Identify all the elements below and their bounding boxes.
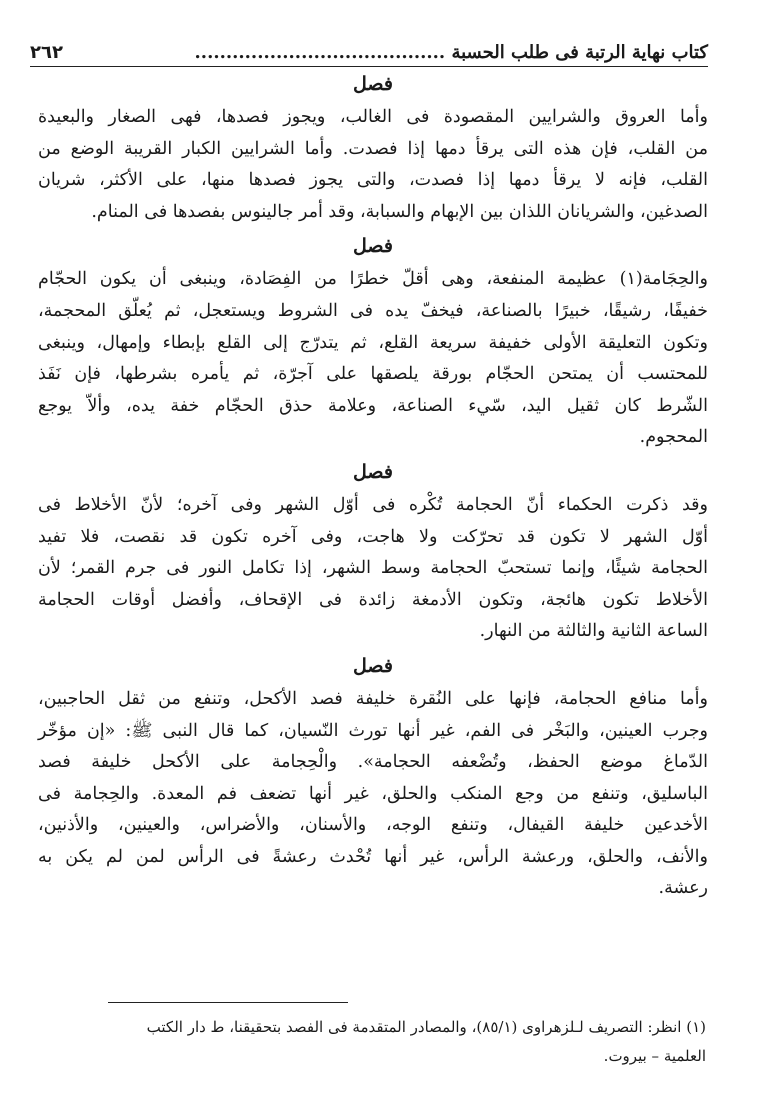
text-line: الشّرط كان ثقيل اليد، سّيء الصناعة، وعلامة حذق الحجّام خفة يده، وألاّ يوجع: [38, 395, 708, 416]
text-line: وأما العروق والشرايين المقصودة فى الغالب، ويجوز فصدها، فهى الصغار والبعيدة: [38, 107, 708, 127]
footnote-line: العلمية – بيروت.: [603, 1047, 706, 1065]
footnote-divider: [108, 1002, 348, 1003]
text-line: للمحتسب أن يمتحن الحجّام بورقة يلصقها على آجرّة، ثم يأمره بشرطها، فإن نَفَذ: [38, 364, 708, 385]
text-line: من القلب، فإن هذه التى يرقأ دمها إذا فصدت. وأما الشرايين الكبار القريبة الوضع من: [38, 138, 708, 159]
section-paragraph: [38, 102, 708, 228]
text-line: خفيفًا، رشيقًا، خبيرًا بالصناعة، فيخفّ يده فى الشروط ويستعجل، ثم يُعلّق المحجمة،: [38, 300, 708, 321]
text-line: الساعة الثانية والثالثة من النهار.: [479, 621, 708, 642]
text-line: أوّل الشهر لا تكون قد تحرّكت ولا هاجت، وفى آخره تكون قد نقصت، فلا تفيد: [38, 526, 708, 547]
text-line: وأما منافع الحجامة، فإنها على النُقرة خليفة فصد الأكحل، وتنفع من ثقل الحاجبين،: [38, 688, 708, 709]
footnote-line: (١) انظر: التصريف لـلزهراوى (٨٥/١)، والمصادر المتقدمة فى الفصد بتحقيقنا، ط دار الكتب: [146, 1018, 706, 1036]
section-heading: فصل: [353, 460, 393, 483]
section-paragraph: [38, 684, 708, 905]
page-number: ٢٦٢: [30, 42, 63, 63]
text-line: الباسليق، وتنفع من وجع المنكب والحلق، غير أنها تضعف فم المعدة. والحِجامة فى: [38, 783, 708, 804]
page-body: [38, 66, 708, 905]
text-line: الدّماغ موضع الحفظ، وتُضْعفه الحجامة». والْحِجامة على الأكحل خليفة فصد: [38, 752, 708, 773]
running-title: كتاب نهاية الرتبة فى طلب الحسبة ........................................: [194, 42, 708, 63]
text-line: الأخدعين خليفة القيفال، وتنفع الوجه، والأسنان، والأضراس، والعينين، والأذنين،: [38, 815, 708, 836]
text-line: الأخلاط تكون هائجة، وتكون الأدمغة زائدة فى الإقحاف، وأفضل أوقات الحجامة: [38, 589, 708, 610]
text-line: المحجوم.: [639, 427, 708, 448]
text-line: القلب، فإنه لا يرقأ دمها إذا فصدت، والتى يجوز فصدها منها، على الأكثر، شريان: [38, 170, 708, 191]
text-line: وقد ذكرت الحكماء أنّ الحجامة تُكْره فى أوّل الشهر وفى آخره؛ لأنّ الأخلاط فى: [38, 494, 708, 515]
page-header: [30, 35, 708, 67]
section-heading: فصل: [353, 73, 393, 95]
text-line: والحِجَامة(١) عظيمة المنفعة، وهى أقلّ خطرًا من الفِصَادة، وينبغى أن يكون الحجّام: [38, 269, 708, 290]
text-line: رعشة.: [658, 878, 708, 899]
text-line: الصدغين، والشريانان اللذان بين الإبهام والسبابة، وقد أمر جالينوس بفصدها فى المنام.: [91, 201, 708, 222]
text-line: الحجامة شيئًا، وإنما تستحبّ الحجامة وسط الشهر، إذا تكامل النور فى جرم القمر؛ لأن: [38, 558, 708, 579]
text-line: والأنف، والحلق، ورعشة الرأس، غير أنها تُحْدث رعشةً فى الرأس لمن لم يكن به: [38, 846, 708, 867]
section-paragraph: [38, 490, 708, 648]
section-heading: فصل: [353, 654, 393, 677]
section-paragraph: [38, 264, 708, 454]
section-heading: فصل: [353, 235, 393, 258]
footnotes: [30, 1013, 706, 1071]
text-line: وتكون التعليقة الأولى خفيفة سريعة القلع، ثم يتدرّج إلى القلع بإبطاء وإمهال، وينبغى: [38, 332, 708, 353]
text-line: وجرب العينين، والبَخْر فى الفم، غير أنها تورث النّسيان، كما قال النبى ﷺ: «إن مؤخّر: [38, 720, 708, 741]
